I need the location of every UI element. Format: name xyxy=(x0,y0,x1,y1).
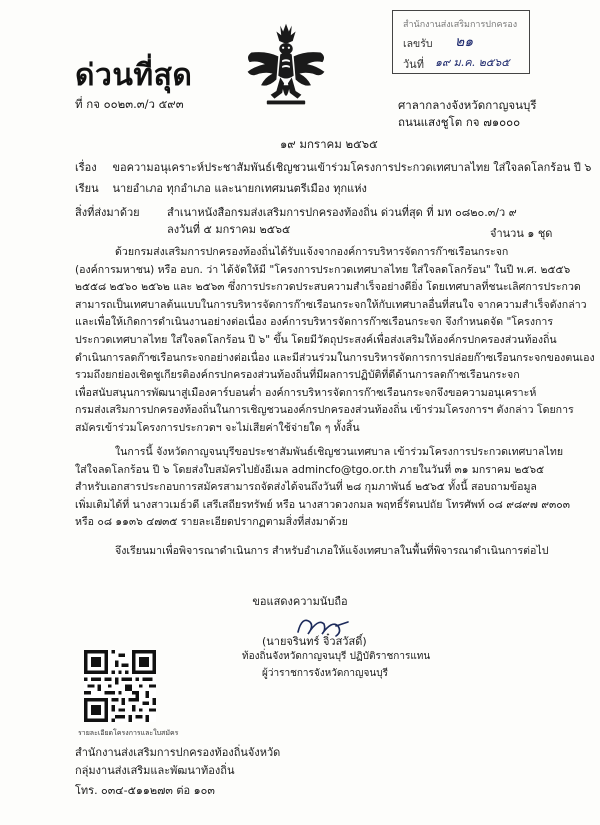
body-line: ประกวดเทศบาลไทย ใส่ใจลดโลกร้อน ปี ๖" ขึ้น โดยมีวัตถุประสงค์เพื่อส่งเสริมให้องค์กรปกครองส่วนท้องถิ่น xyxy=(75,333,557,346)
body-line: ใส่ใจลดโลกร้อน ปี ๖ โดยส่งใบสมัครไปยังอีเมล admincfo@tgo.or.th ภายในวันที่ ๓๑ มกราคม ๒๕๖๕ xyxy=(75,463,545,476)
body-line: ดำเนินการลดก๊าซเรือนกระจกอย่างต่อเนื่อง และมีส่วนร่วมในการบริหารจัดการการปล่อยก๊าซเรือนกระจกของตนเอง xyxy=(75,351,595,364)
stamp-office: สำนักงานส่งเสริมการปกครอง xyxy=(403,20,518,30)
address-line-2: ถนนแสงชูโต กจ ๗๑๐๐๐ xyxy=(398,115,521,129)
signatory-name: (นายจรินทร์ จิ๋วสวัสดิ์) xyxy=(262,635,367,648)
attachment-count: จำนวน ๑ ชุด xyxy=(490,227,553,240)
body-line: (องค์การมหาชน) หรือ อบก. ว่า ได้จัดให้มี "โครงการประกวดเทศบาลไทย ใส่ใจลดโลกร้อน" ในปี พ.ศ. ๒๕๕๖ xyxy=(75,263,571,276)
body-line: สมัครเข้าร่วมโครงการประกวดฯ จะไม่เสียค่าใช้จ่ายใด ๆ ทั้งสิ้น xyxy=(75,421,360,434)
subject-text: ขอความอนุเคราะห์ประชาสัมพันธ์เชิญชวนเข้าร่วมโครงการประกวดเทศบาลไทย ใส่ใจลดโลกร้อน ปี ๖ xyxy=(112,161,592,174)
body-line: รวมถึงยกย่องเชิดชูเกียรติองค์กรปกครองส่วนท้องถิ่นที่มีผลการปฏิบัติที่ดีด้านการลดก๊าซเรือนกระจก xyxy=(75,369,520,382)
body-line: สามารถเป็นเทศบาลต้นแบบในการบริหารจัดการก๊าซเรือนกระจกให้กับเทศบาลอื่นที่สนใจ จากความสำเร็จดังกล่าว xyxy=(75,298,587,311)
body-line: จึงเรียนมาเพื่อพิจารณาดำเนินการ สำหรับอำเภอให้แจ้งเทศบาลในพื้นที่พิจารณาดำเนินการต่อไป xyxy=(115,545,549,557)
body-line: ๒๕๕๘ ๒๕๖๐ ๒๕๖๒ และ ๒๕๖๓ ซึ่งการประกวดประสบความสำเร็จอย่างดียิ่ง โดยเทศบาลที่ชนะเลิศการประกวด xyxy=(75,281,581,294)
subject-label: เรื่อง xyxy=(75,161,97,174)
received-stamp xyxy=(392,10,530,74)
signatory-title-1: ท้องถิ่นจังหวัดกาญจนบุรี ปฏิบัติราชการแทน xyxy=(242,651,431,662)
stamp-date-label: วันที่ xyxy=(403,58,424,71)
recipient-text: นายอำเภอ ทุกอำเภอ และนายกเทศมนตรีเมือง ทุกแห่ง xyxy=(112,182,367,195)
footer-division: กลุ่มงานส่งเสริมและพัฒนาท้องถิ่น xyxy=(75,764,235,777)
footer-phone: โทร. ๐๓๔-๕๑๑๒๗๓ ต่อ ๑๐๓ xyxy=(75,784,215,797)
garuda-emblem-icon xyxy=(238,18,334,114)
body-line: ในการนี้ จังหวัดกาญจนบุรีขอประชาสัมพันธ์เชิญชวนเทศบาล เข้าร่วมโครงการประกวดเทศบาลไทย xyxy=(115,446,564,458)
stamp-date-value: ๑๙ ม.ค. ๒๕๖๕ xyxy=(435,56,510,69)
attachment-label: สิ่งที่ส่งมาด้วย xyxy=(75,206,140,219)
body-paragraph-2 xyxy=(75,444,570,532)
closing-salutation: ขอแสดงความนับถือ xyxy=(252,595,348,608)
body-line: หรือ ๐๘ ๑๑๓๖ ๔๗๓๕ รายละเอียดปรากฏตามสิ่งที่ส่งมาด้วย xyxy=(75,516,348,529)
signatory-title-2: ผู้ว่าราชการจังหวัดกาญจนบุรี xyxy=(262,668,388,679)
body-line: เพื่อสนับสนุนการพัฒนาสู่เมืองคาร์บอนต่ำ องค์การบริหารจัดการก๊าซเรือนกระจกจึงขอความอนุเคราะห์ xyxy=(75,386,537,399)
letter-date: ๑๙ มกราคม ๒๕๖๕ xyxy=(280,137,378,151)
qr-code-icon[interactable] xyxy=(84,650,156,722)
attachment-line-2: ลงวันที่ ๕ มกราคม ๒๕๖๕ xyxy=(167,223,291,236)
urgent-label: ด่วนที่สุด xyxy=(75,58,193,93)
stamp-receipt-number: ๒๑ xyxy=(455,34,474,50)
stamp-receipt-label: เลขรับ xyxy=(403,38,433,50)
body-paragraph-1 xyxy=(75,244,595,438)
body-line: และเพื่อให้เกิดการดำเนินงานอย่างต่อเนื่อง องค์การบริหารจัดการก๊าซเรือนกระจก จึงกำหนดจัด "โครงการ xyxy=(75,316,554,329)
reference-number: ที่ กจ ๐๐๒๓.๓/ว ๕๙๓ xyxy=(75,97,184,111)
body-paragraph-3 xyxy=(75,543,549,561)
attachment-line-1: สำเนาหนังสือกรมส่งเสริมการปกครองท้องถิ่น ด่วนที่สุด ที่ มท ๐๘๒๐.๓/ว ๙ xyxy=(167,206,517,219)
body-line: เพิ่มเติมได้ที่ นางสาวเมธ์วดี เสรีเสถียรทรัพย์ หรือ นางสาวดวงกมล พฤทธิ์รัตนปถัย โทรศัพท์ ๐๘ ๙๘๙๗ ๙๓๐๓ xyxy=(75,498,570,511)
footer-office: สำนักงานส่งเสริมการปกครองท้องถิ่นจังหวัด xyxy=(75,746,281,759)
recipient-row xyxy=(75,181,367,197)
recipient-label: เรียน xyxy=(75,182,99,195)
address-line-1: ศาลากลางจังหวัดกาญจนบุรี xyxy=(398,98,537,112)
body-line: สำหรับเอกสารประกอบการสมัครสามารถจัดส่งได้จนถึงวันที่ ๒๘ กุมภาพันธ์ ๒๕๖๕ ทั้งนี้ สอบถามข้อมูล xyxy=(75,481,537,494)
body-line: กรมส่งเสริมการปกครองท้องถิ่นในการเชิญชวนองค์กรปกครองส่วนท้องถิ่น เข้าร่วมโครงการฯ ดังกล่าว โดยการ xyxy=(75,404,574,417)
subject-row xyxy=(75,160,591,176)
qr-caption: รายละเอียดโครงการและใบสมัคร xyxy=(78,729,179,737)
body-line: ด้วยกรมส่งเสริมการปกครองท้องถิ่นได้รับแจ้งจากองค์การบริหารจัดการก๊าซเรือนกระจก xyxy=(115,246,509,258)
